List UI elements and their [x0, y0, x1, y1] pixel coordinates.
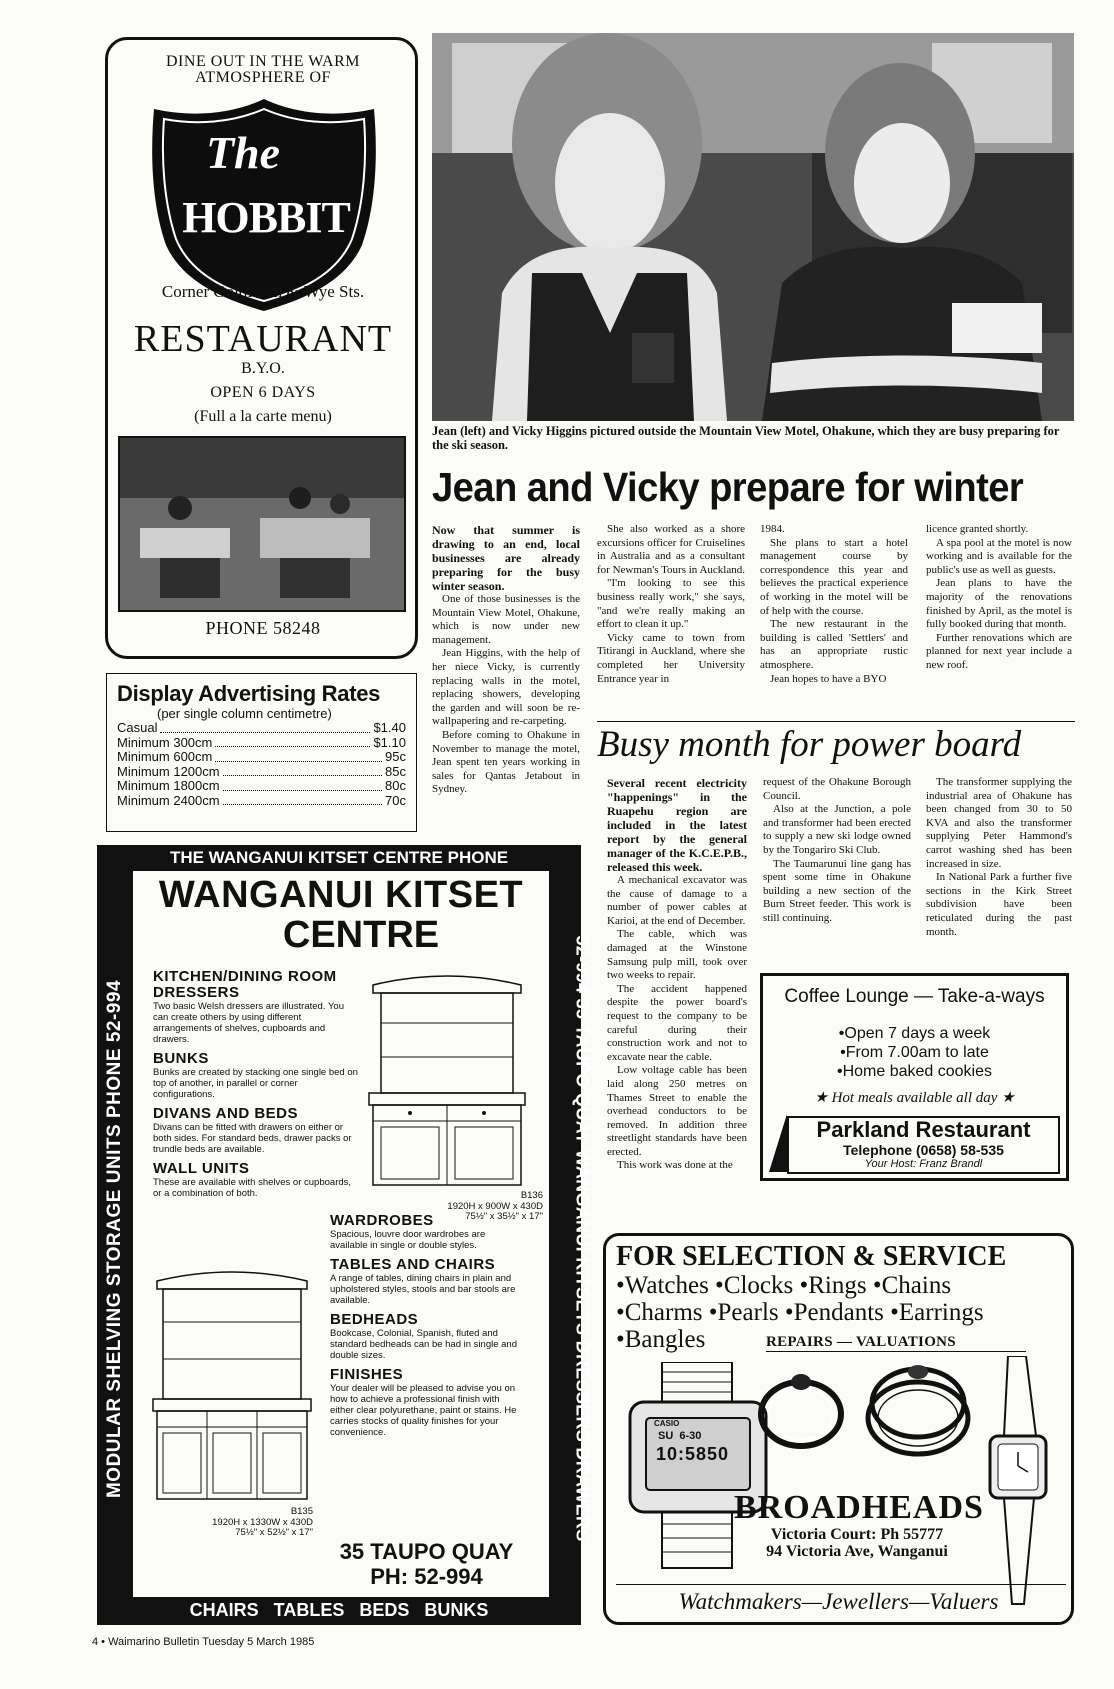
kitset-top-banner: THE WANGANUI KITSET CENTRE PHONE — [169, 848, 509, 867]
article2-col2 — [763, 776, 911, 926]
article1-para: Further renovations which are planned for next year include a new roof. — [926, 631, 1072, 671]
hobbit-ad — [105, 37, 418, 659]
broadheads-title: FOR SELECTION & SERVICE — [616, 1241, 1007, 1272]
parkland-name: Parkland Restaurant — [816, 1117, 1031, 1142]
article2-para: In National Park a further five sections in the Kirk Street subdivision have been reticulated during the past month. — [926, 871, 1072, 938]
watch-brand: CASIO — [654, 1419, 680, 1428]
article1-para: She also worked as a shore excursions officer for Cruiselines in Australia and as a consultant for Newman's Tours in Auckland. — [597, 523, 745, 576]
rates-subtitle: (per single column centimetre) — [157, 706, 332, 721]
kitset-item — [330, 1257, 525, 1306]
headline-power-board: Busy month for power board — [597, 724, 1022, 765]
kitset-item-text: Bunks are created by stacking one single bed on top of another, in parallel or corner configurations. — [153, 1067, 358, 1100]
rate-leader-dots — [223, 779, 382, 791]
kitset-item — [153, 1161, 358, 1199]
kitset-contact — [319, 1539, 534, 1589]
article1-para: "I'm looking to see this business really work," she says, "and we're really making an effort to clean it up." — [597, 577, 745, 631]
watch-display-top: SU 6-30 — [658, 1430, 702, 1442]
kitset-items-left — [153, 963, 358, 1199]
hobbit-address: Corner Goldfinch & Wye Sts. — [161, 282, 365, 301]
rate-leader-dots — [223, 765, 382, 777]
article2-para: This work was done at the — [617, 1159, 733, 1172]
article2-para: Low voltage cable has been laid along 250 metres on Thames Street to enable the overhead conductors to be removed. In addition three streetlight standards have been erected. — [607, 1064, 747, 1158]
broadheads-tagline: Watchmakers—Jewellers—Valuers — [678, 1589, 999, 1614]
parkland-header: Coffee Lounge — Take-a-ways — [784, 986, 1045, 1007]
jean-vicky-image — [432, 33, 1074, 421]
article2-para: The accident happened despite the power board's request to the company to be careful during their construction work and not to excavate near the cable. — [607, 982, 747, 1063]
parkland-name-box — [787, 1116, 1060, 1174]
article2-para: A mechanical excavator was the cause of damage to a number of power cables at Karioi, at the end of December. — [607, 874, 747, 927]
rate-row — [117, 794, 406, 809]
kitset-ad — [97, 845, 593, 1625]
parkland-hot-meals: ★ Hot meals available all day ★ — [814, 1090, 1015, 1106]
restaurant-interior-image — [120, 438, 404, 610]
article2-para: Also at the Junction, a pole and transformer had been erected to supply a new ski lodge owned by the Tongariro Ski Club. — [763, 803, 911, 856]
rate-row — [117, 721, 406, 736]
rate-label: Minimum 2400cm — [117, 792, 220, 808]
jean-vicky-photo — [432, 33, 1074, 421]
rate-leader-dots — [223, 794, 382, 806]
rate-leader-dots — [215, 750, 382, 762]
rate-label: Minimum 1800cm — [117, 778, 220, 793]
article2-para: The Taumarunui line gang has spent some time in Ohakune building a new section of the Burn Street feeder. This work is still continuing. — [763, 857, 911, 924]
article2-col3 — [926, 776, 1072, 939]
parkland-host: Your Host: Franz Brandl — [864, 1158, 983, 1170]
article1-para: Jean Higgins, with the help of her niece Vicky, is currently replacing walls in the motel, replacing showers, developing the garden and will soon be re-wallpapering and re-carpeting. — [432, 647, 580, 728]
rate-price: $1.40 — [373, 720, 406, 735]
hobbit-logo-the: The — [205, 127, 281, 178]
kitset-item-text: Spacious, louvre door wardrobes are available in single or double styles. — [330, 1229, 486, 1251]
article2-para: The cable, which was damaged at the Winstone Samsung pulp mill, took over two weeks to repair. — [607, 928, 747, 982]
article1-col4 — [926, 523, 1072, 673]
rate-label: Minimum 600cm — [117, 749, 213, 764]
kitset-title-line2: CENTRE — [282, 914, 440, 956]
b135-code: B135 — [290, 1506, 313, 1517]
kitset-item-heading: WALL UNITS — [153, 1160, 250, 1177]
hobbit-restaurant: RESTAURANT — [133, 318, 393, 360]
b135-inches: 75½" x 52½" x 17" — [235, 1527, 313, 1538]
b136-inches: 75½" x 35½" x 17" — [465, 1211, 543, 1222]
rate-row — [117, 736, 406, 751]
article2-para: The transformer supplying the industrial area of Ohakune has been changed from 30 to 50 KVA and also the transformer supplying Peter Hammond's carrot washing shed has been increased in size. — [926, 776, 1072, 870]
kitset-right-side-text: 52-994 35 TAUPO QUAY WANGANUI KITSETS DRESSERS DRAWERS — [572, 935, 593, 1542]
page-footer: 4 • Waimarino Bulletin Tuesday 5 March 1985 — [92, 1636, 315, 1648]
kitset-item-heading: DIVANS AND BEDS — [153, 1105, 299, 1122]
parkland-telephone: Telephone (0658) 58-535 — [843, 1142, 1004, 1158]
rate-price: 70c — [385, 792, 406, 808]
article1-col2 — [597, 523, 745, 686]
kitset-item-text: Bookcase, Colonial, Spanish, fluted and standard bedheads can be had in single and double sizes. — [330, 1328, 517, 1361]
article1-lead: Now that summer is drawing to an end, local businesses are already preparing for the busy winter season. — [432, 523, 580, 593]
parkland-feature: •Home baked cookies — [836, 1063, 992, 1080]
rates-table — [117, 721, 406, 808]
kitset-item-heading: TABLES AND CHAIRS — [330, 1256, 496, 1273]
kitset-bottom-banner: CHAIRS TABLES BEDS BUNKS — [189, 1600, 489, 1620]
article2-lead: Several recent electricity "happenings" in the Ruapehu region are included in the latest report by the general manager of the K.C.E.P.B., released this week. — [607, 776, 747, 874]
hobbit-phone: PHONE 58248 — [205, 618, 321, 638]
advertising-rates-box — [106, 673, 417, 832]
b136-code: B136 — [520, 1190, 543, 1201]
rate-price: 85c — [385, 763, 406, 779]
rates-title: Display Advertising Rates — [117, 681, 381, 706]
kitset-item-text: A range of tables, dining chairs in plain and upholstered styles, stools and bar stools are available. — [330, 1273, 516, 1306]
kitset-item-heading: KITCHEN/DINING ROOM DRESSERS — [153, 968, 337, 1001]
hobbit-byo: B.Y.O. — [241, 360, 285, 377]
headline-jean-vicky: Jean and Vicky prepare for winter — [432, 464, 1024, 510]
b135-dims: 1920H x 1330W x 430D — [212, 1516, 313, 1528]
kitset-item — [330, 1213, 525, 1251]
kitset-item-heading: FINISHES — [330, 1366, 404, 1383]
rate-price: $1.10 — [373, 734, 406, 750]
article1-para: One of those businesses is the Mountain View Motel, Ohakune, which is now under new management. — [432, 593, 580, 646]
hobbit-logo-name: HOBBIT — [182, 193, 350, 242]
kitset-item-text: Divans can be fitted with drawers on either or both sides. For standard beds, drawer packs or trundle beds are available. — [153, 1122, 352, 1155]
broadheads-address-line2: 94 Victoria Ave, Wanganui — [766, 1543, 948, 1560]
rate-label: Casual — [117, 720, 158, 735]
article1-para: Vicky came to town from Titirangi in Auckland, where she completed her University Entrance year in — [597, 631, 745, 685]
broadheads-repairs: REPAIRS — VALUATIONS — [766, 1334, 1026, 1352]
rate-leader-dots — [215, 736, 370, 748]
article1-col1 — [432, 523, 580, 797]
rate-label: Minimum 300cm — [117, 734, 213, 750]
kitset-item-text: Two basic Welsh dressers are illustrated. You can create others by using different arrangements of shelves, cupboards and drawers. — [153, 1001, 344, 1045]
kitset-address: 35 TAUPO QUAY — [339, 1539, 514, 1564]
kitset-left-side-text: MODULAR SHELVING STORAGE UNITS PHONE 52-994 — [104, 979, 125, 1499]
article1-para: 1984. — [760, 523, 785, 535]
rate-row — [117, 779, 406, 794]
kitset-item-heading: WARDROBES — [330, 1212, 434, 1229]
broadheads-address — [732, 1526, 982, 1560]
broadheads-divider — [616, 1584, 1066, 1585]
article1-para: Before coming to Ohakune in November to manage the motel, Jean spent ten years working in sales for Qantas Jetabout in Sydney. — [432, 728, 580, 796]
rate-row — [117, 750, 406, 765]
broadheads-address-line1: Victoria Court: Ph 55777 — [770, 1526, 944, 1543]
kitset-title-line1: WANGANUI KITSET — [158, 874, 524, 916]
kitset-item — [330, 1367, 525, 1438]
hobbit-menu: (Full a la carte menu) — [194, 408, 332, 425]
b136-dims: 1920H x 900W x 430D — [447, 1200, 543, 1212]
broadheads-line3: •Bangles — [616, 1326, 706, 1353]
article1-para: A spa pool at the motel is now working and is available for the public's use as well as guests. — [926, 536, 1072, 576]
article1-para: Jean hopes to have a BYO — [770, 672, 887, 685]
rate-price: 80c — [385, 778, 406, 793]
hobbit-restaurant-photo — [118, 436, 406, 612]
kitset-phone: PH: 52-994 — [370, 1564, 483, 1589]
rate-leader-dots — [160, 721, 370, 733]
rate-price: 95c — [385, 749, 406, 764]
kitset-item-text: These are available with shelves or cupboards, or a combination of both. — [153, 1177, 352, 1199]
kitset-item — [330, 1312, 525, 1361]
kitset-panel — [133, 871, 549, 1597]
article1-para: licence granted shortly. — [926, 523, 1029, 535]
watch-display-time: 10:5850 — [656, 1444, 730, 1464]
broadheads-name: BROADHEADS — [734, 1489, 984, 1526]
broadheads-line1: •Watches •Clocks •Rings •Chains — [616, 1272, 952, 1299]
parkland-feature: •Open 7 days a week — [838, 1025, 991, 1042]
article1-para: She plans to start a hotel management course by correspondence this year and believes the practical experience of working in the motel will be of help with the course. — [760, 536, 908, 617]
broadheads-line2: •Charms •Pearls •Pendants •Earrings — [616, 1299, 984, 1326]
article2-col1 — [607, 776, 747, 1173]
article1-para: Jean plans to have the majority of the renovations finished by April, as the motel is fully booked during that month. — [926, 577, 1072, 631]
dresser-b136-illustration — [365, 971, 530, 1191]
kitset-item-heading: BEDHEADS — [330, 1311, 419, 1328]
hobbit-open: OPEN 6 DAYS — [210, 384, 316, 401]
analog-watch-image — [976, 1356, 1056, 1606]
kitset-title — [133, 875, 549, 955]
kitset-item — [153, 969, 358, 1045]
b135-specs — [193, 1507, 313, 1539]
parkland-box-shadow — [769, 1114, 787, 1172]
dresser-b135-illustration — [147, 1267, 317, 1507]
hobbit-dine-out: DINE OUT IN THE WARM ATMOSPHERE OF — [166, 53, 360, 86]
rate-row — [117, 765, 406, 780]
article1-col3 — [760, 523, 908, 686]
kitset-items-right — [330, 1207, 525, 1438]
article2-para: request of the Ohakune Borough Council. — [763, 776, 911, 802]
kitset-item — [153, 1051, 358, 1100]
article1-para: The new restaurant in the building is called 'Settlers' and has an appropriate rustic atmosphere. — [760, 618, 908, 671]
kitset-item — [153, 1106, 358, 1155]
parkland-ad — [760, 973, 1069, 1181]
rate-label: Minimum 1200cm — [117, 763, 220, 779]
wedding-rings-image — [856, 1358, 981, 1468]
kitset-item-heading: BUNKS — [153, 1050, 209, 1067]
broadheads-ad — [603, 1233, 1074, 1625]
parkland-features — [763, 1024, 1066, 1081]
photo-caption: Jean (left) and Vicky Higgins pictured outside the Mountain View Motel, Ohakune, which they are busy preparing for the ski season. — [432, 424, 1060, 452]
parkland-feature: •From 7.00am to late — [840, 1044, 989, 1061]
kitset-item-text: Your dealer will be pleased to advise you on how to achieve a professional finish with either clear polyurethane, paint or stains. He carries stocks of quality finishes for your convenience. — [330, 1383, 517, 1438]
ring-image — [751, 1362, 851, 1452]
